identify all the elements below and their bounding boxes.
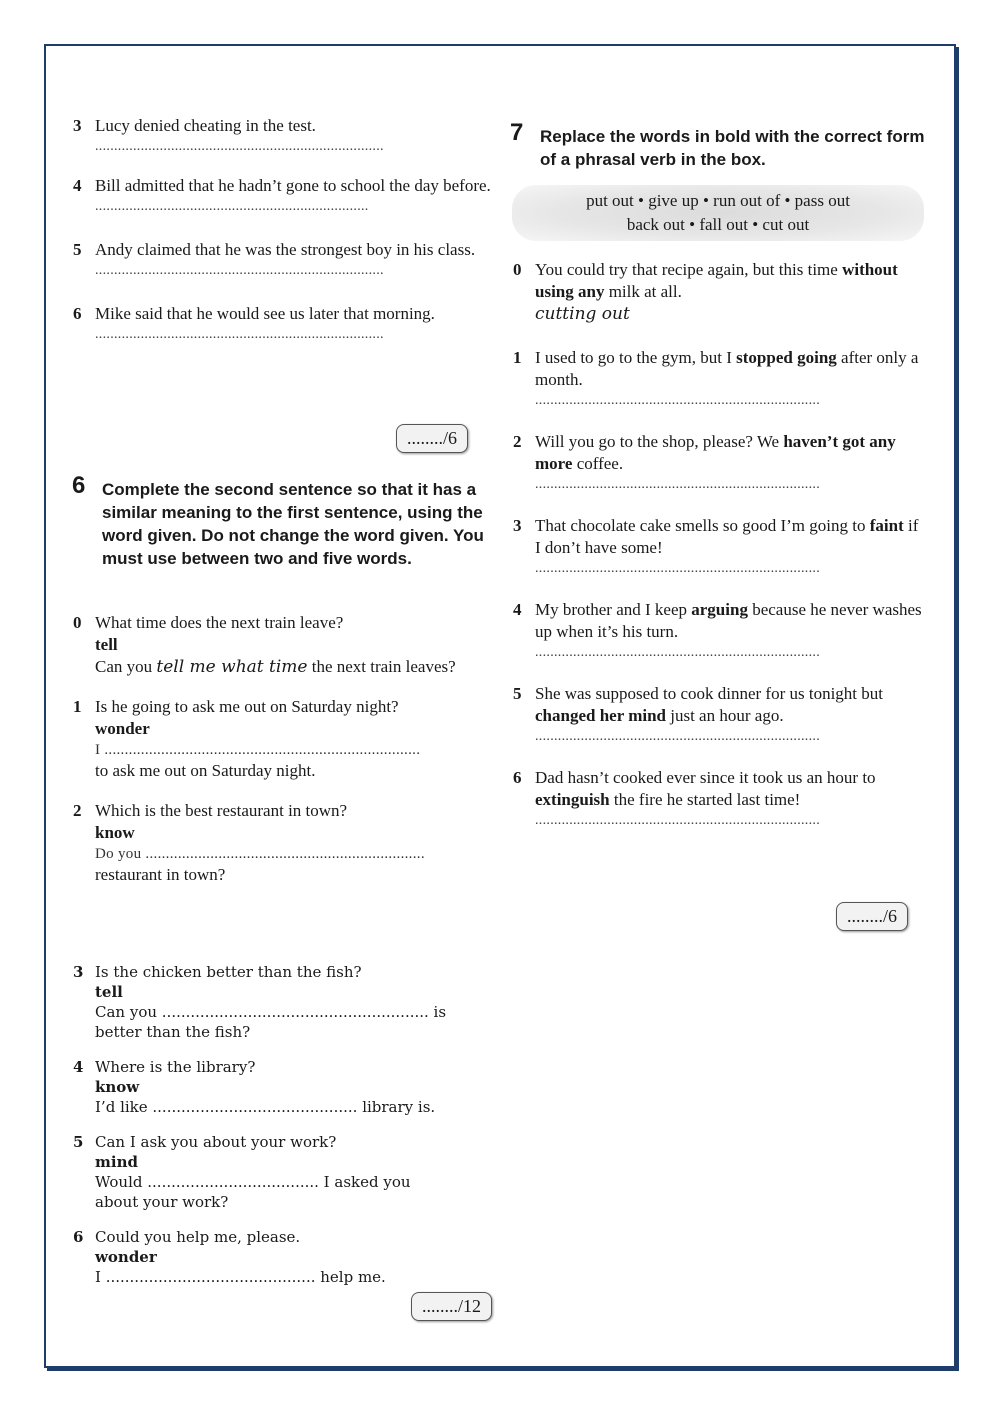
answer-line[interactable]: I .............................................................................. — [95, 742, 421, 758]
ex7-heading — [510, 119, 940, 171]
bold-phrase: faint — [869, 516, 904, 535]
key-word: wonder — [95, 1248, 157, 1266]
example-answer: cutting out — [535, 304, 630, 324]
answer-line[interactable]: Would .................................... I asked you — [95, 1173, 411, 1191]
exercise-number: 6 — [72, 472, 86, 499]
answer-line[interactable]: Can you ........................................................ is — [95, 1003, 447, 1021]
ex7-item-5 — [510, 683, 925, 747]
ex6-item-0 — [70, 612, 500, 678]
answer-line[interactable]: ............................................................................ — [95, 327, 384, 342]
item-number: 5 — [73, 1133, 84, 1151]
score-box-ex5[interactable]: ......../6 — [396, 424, 468, 453]
item-text: Could you help me, please. — [95, 1228, 301, 1246]
score-box-ex7[interactable]: ......../6 — [836, 902, 908, 931]
ex6-item-4 — [70, 1057, 500, 1117]
key-word: know — [95, 1078, 140, 1096]
item-number: 6 — [73, 1228, 84, 1246]
item-number: 2 — [513, 432, 522, 451]
item-number: 4 — [73, 1058, 84, 1076]
item-number: 3 — [73, 116, 82, 135]
ex7-item-6 — [510, 767, 905, 831]
left-column — [70, 115, 500, 345]
answer-line[interactable]: Do you ..................................................................... — [95, 846, 425, 862]
bold-phrase: haven’t got any more — [535, 432, 896, 473]
item-text: Where is the library? — [95, 1058, 256, 1076]
exercise-instruction: Complete the second sentence so that it has a similar meaning to the first sentence, using the word given. Do not change the word given. You must use between two and five words. — [102, 480, 484, 568]
item-number: 1 — [513, 348, 522, 367]
answer-line[interactable]: I’d like ........................................... library is. — [95, 1098, 436, 1116]
item-text: Is the chicken better than the fish? — [95, 963, 362, 981]
item-text: Is he going to ask me out on Saturday night? — [95, 697, 399, 716]
answer-line[interactable]: ............................................................................ — [95, 139, 384, 154]
item-number: 6 — [513, 768, 522, 787]
item-number: 5 — [73, 240, 82, 259]
answer-line[interactable]: ........................................................................... — [535, 729, 820, 744]
bold-phrase: without using any — [535, 260, 898, 301]
item-text: Which is the best restaurant in town? — [95, 801, 348, 820]
ex5-item-6 — [70, 303, 455, 345]
item-number: 5 — [513, 684, 522, 703]
ex6-heading — [72, 472, 492, 570]
item-text: She was supposed to cook dinner for us tonight but — [535, 684, 883, 703]
item-text: Andy claimed that he was the strongest boy in his class. — [95, 240, 476, 259]
answer-suffix: the next train leaves? — [307, 657, 456, 676]
item-text-end: coffee. — [572, 454, 624, 473]
key-word: tell — [95, 983, 123, 1001]
answer-line[interactable]: ............................................................................ — [95, 263, 384, 278]
answer-continuation: to ask me out on Saturday night. — [95, 761, 316, 780]
item-text: What time does the next train leave? — [95, 613, 344, 632]
item-number: 4 — [513, 600, 522, 619]
ex7-items — [510, 259, 930, 831]
key-word: tell — [95, 635, 118, 654]
phrasal-verb-box — [512, 185, 924, 241]
bold-phrase: changed her mind — [535, 706, 666, 725]
ex5-item-3 — [70, 115, 500, 157]
ex5-item-5 — [70, 239, 507, 281]
exercise-instruction: Replace the words in bold with the correct form of a phrasal verb in the box. — [540, 127, 925, 169]
key-word: mind — [95, 1153, 138, 1171]
bold-phrase: arguing — [691, 600, 748, 619]
item-text: Can I ask you about your work? — [95, 1133, 337, 1151]
answer-line[interactable]: I ............................................ help me. — [95, 1268, 386, 1286]
ex7-item-3 — [510, 515, 925, 579]
item-text-end: if I don’t have some! — [535, 516, 919, 557]
item-text: Will you go to the shop, please? We — [535, 432, 784, 451]
item-text: Mike said that he would see us later that morning. — [95, 304, 435, 323]
phrase-line-2: back out • fall out • cut out — [626, 215, 810, 234]
answer-line[interactable]: ........................................................................... — [535, 813, 820, 828]
item-text: I used to go to the gym, but I — [535, 348, 737, 367]
ex6-item-2 — [70, 800, 500, 886]
item-number: 2 — [73, 801, 82, 820]
answer-continuation: restaurant in town? — [95, 865, 226, 884]
item-text: Dad hasn’t cooked ever since it took us an hour to — [535, 768, 876, 787]
answer-prefix: Can you — [95, 657, 157, 676]
key-word: wonder — [95, 719, 150, 738]
item-text: That chocolate cake smells so good I’m going to — [535, 516, 870, 535]
answer-line[interactable]: ........................................................................... — [535, 561, 820, 576]
score-box-ex6[interactable]: ......../12 — [411, 1292, 492, 1321]
answer-line[interactable]: ........................................................................ — [95, 199, 369, 214]
ex6-item-5 — [70, 1132, 500, 1212]
item-number: 1 — [73, 697, 82, 716]
item-text-end: after only a month. — [535, 348, 919, 389]
answer-continuation: about your work? — [95, 1193, 229, 1211]
item-number: 0 — [73, 613, 82, 632]
ex6-item-3 — [70, 962, 500, 1042]
item-text: Lucy denied cheating in the test. — [95, 116, 316, 135]
item-text-end: just an hour ago. — [666, 706, 784, 725]
item-text: Bill admitted that he hadn’t gone to school the day before. — [95, 176, 491, 195]
item-number: 6 — [73, 304, 82, 323]
item-text: You could try that recipe again, but this time — [535, 260, 843, 279]
answer-line[interactable]: ........................................................................... — [535, 645, 820, 660]
ex6-items-top — [70, 612, 500, 886]
exercise-number: 7 — [510, 119, 524, 146]
item-text: My brother and I keep — [535, 600, 692, 619]
answer-line[interactable]: ........................................................................... — [535, 477, 820, 492]
item-number: 3 — [73, 963, 84, 981]
ex7-item-4 — [510, 599, 925, 663]
right-column — [510, 119, 930, 831]
ex7-item-2 — [510, 431, 925, 495]
answer-continuation: better than the fish? — [95, 1023, 251, 1041]
ex6-item-6 — [70, 1227, 500, 1287]
item-number: 4 — [73, 176, 82, 195]
item-text-end: the fire he started last time! — [609, 790, 801, 809]
item-number: 0 — [513, 260, 522, 279]
ex5-item-4 — [70, 175, 507, 217]
item-text-end: because he never washes up when it’s his turn. — [535, 600, 922, 641]
bold-phrase: extinguish — [535, 790, 610, 809]
ex7-item-1 — [510, 347, 925, 411]
example-answer: tell me what time — [156, 657, 308, 677]
ex6-items-bottom — [70, 962, 500, 1287]
item-text-end: milk at all. — [604, 282, 682, 301]
key-word: know — [95, 823, 135, 842]
item-number: 3 — [513, 516, 522, 535]
bold-phrase: stopped going — [736, 348, 837, 367]
phrase-line-1: put out • give up • run out of • pass out — [586, 191, 850, 210]
ex6-item-1 — [70, 696, 500, 782]
ex7-item-0 — [510, 259, 920, 325]
answer-line[interactable]: ........................................................................... — [535, 393, 820, 408]
